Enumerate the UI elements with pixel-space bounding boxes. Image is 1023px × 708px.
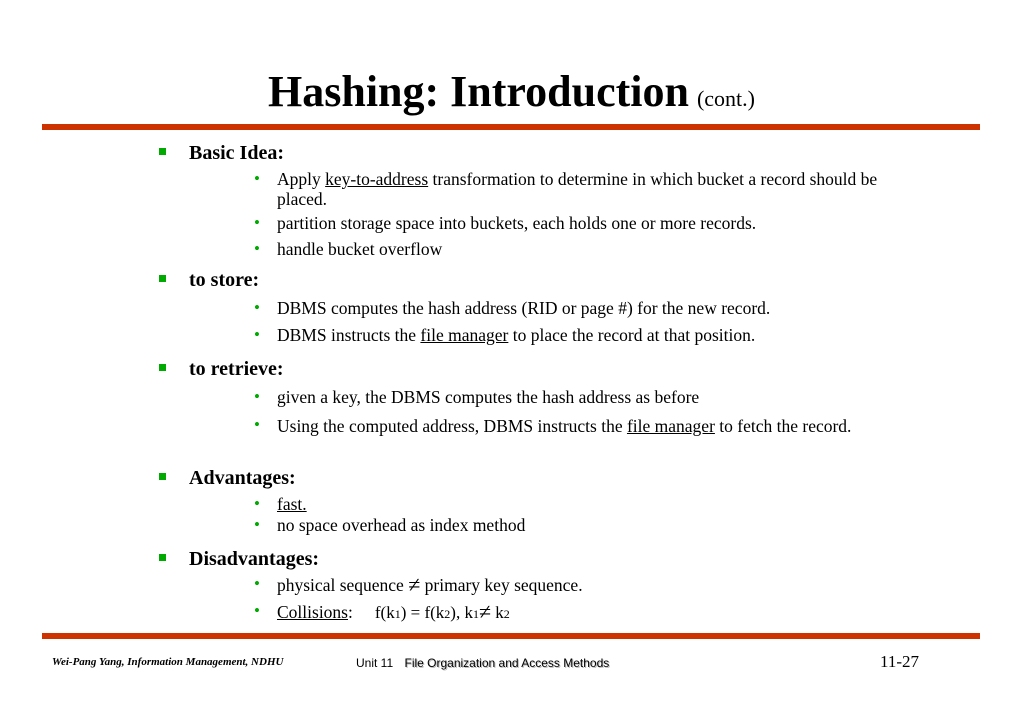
bottom-divider [42,633,980,639]
item-text: handle bucket overflow [277,239,443,259]
file-manager-link: file manager [420,325,509,345]
square-bullet-icon [159,473,166,480]
dot-bullet-icon: • [254,298,260,317]
item-text: partition storage space into buckets, each holds one or more records. [277,213,757,233]
square-bullet-icon [159,554,166,561]
item-text: physical sequence ≠ primary key sequence. [277,572,583,597]
item-text: fast. [277,494,307,514]
unit-number: Unit 11 [356,656,394,670]
unit-topic: File Organization and Access Methods [404,656,610,670]
page-number: 11-27 [880,652,920,671]
key-to-address-link: key-to-address [325,169,429,189]
item-text: DBMS computes the hash address (RID or page #) for the new record. [277,298,771,318]
collisions-link: Collisions [277,602,348,622]
footer-unit [356,656,609,670]
item-text: no space overhead as index method [277,515,526,535]
square-bullet-icon [159,148,166,155]
dot-bullet-icon: • [254,574,260,593]
item-text: Collisions: f(k1) = f(k2), k1≠ k2 [277,599,510,624]
item-text: Using the computed address, DBMS instructs the file manager to fetch the record. [277,416,852,436]
item-text: given a key, the DBMS computes the hash address as before [277,387,700,407]
dot-bullet-icon: • [254,494,260,513]
title-sub: (cont.) [696,86,755,111]
dot-bullet-icon: • [254,415,260,434]
not-equal-symbol: ≠ [478,599,492,624]
dot-bullet-icon: • [254,325,260,344]
section-label: Basic Idea: [189,142,284,164]
title-main: Hashing: Introduction [268,67,689,116]
dot-bullet-icon: • [254,213,260,232]
item-text: Apply key-to-address transformation to determine in which bucket a record should be placed. [277,169,878,209]
dot-bullet-icon: • [254,239,260,258]
dot-bullet-icon: • [254,387,260,406]
section-label: to store: [189,269,260,291]
not-equal-symbol: ≠ [408,572,421,597]
square-bullet-icon [159,275,166,282]
dot-bullet-icon: • [254,601,260,620]
footer-author: Wei-Pang Yang, Information Management, NDHU [52,656,284,668]
section-label: Advantages: [189,467,296,489]
square-bullet-icon [159,364,166,371]
collision-formula: f(k1) = f(k2), k1≠ k2 [374,599,510,624]
dot-bullet-icon: • [254,515,260,534]
section-label: to retrieve: [189,358,284,380]
dot-bullet-icon: • [254,169,260,188]
item-text: DBMS instructs the file manager to place the record at that position. [277,325,756,345]
section-label: Disadvantages: [189,548,320,570]
file-manager-link: file manager [626,416,715,436]
